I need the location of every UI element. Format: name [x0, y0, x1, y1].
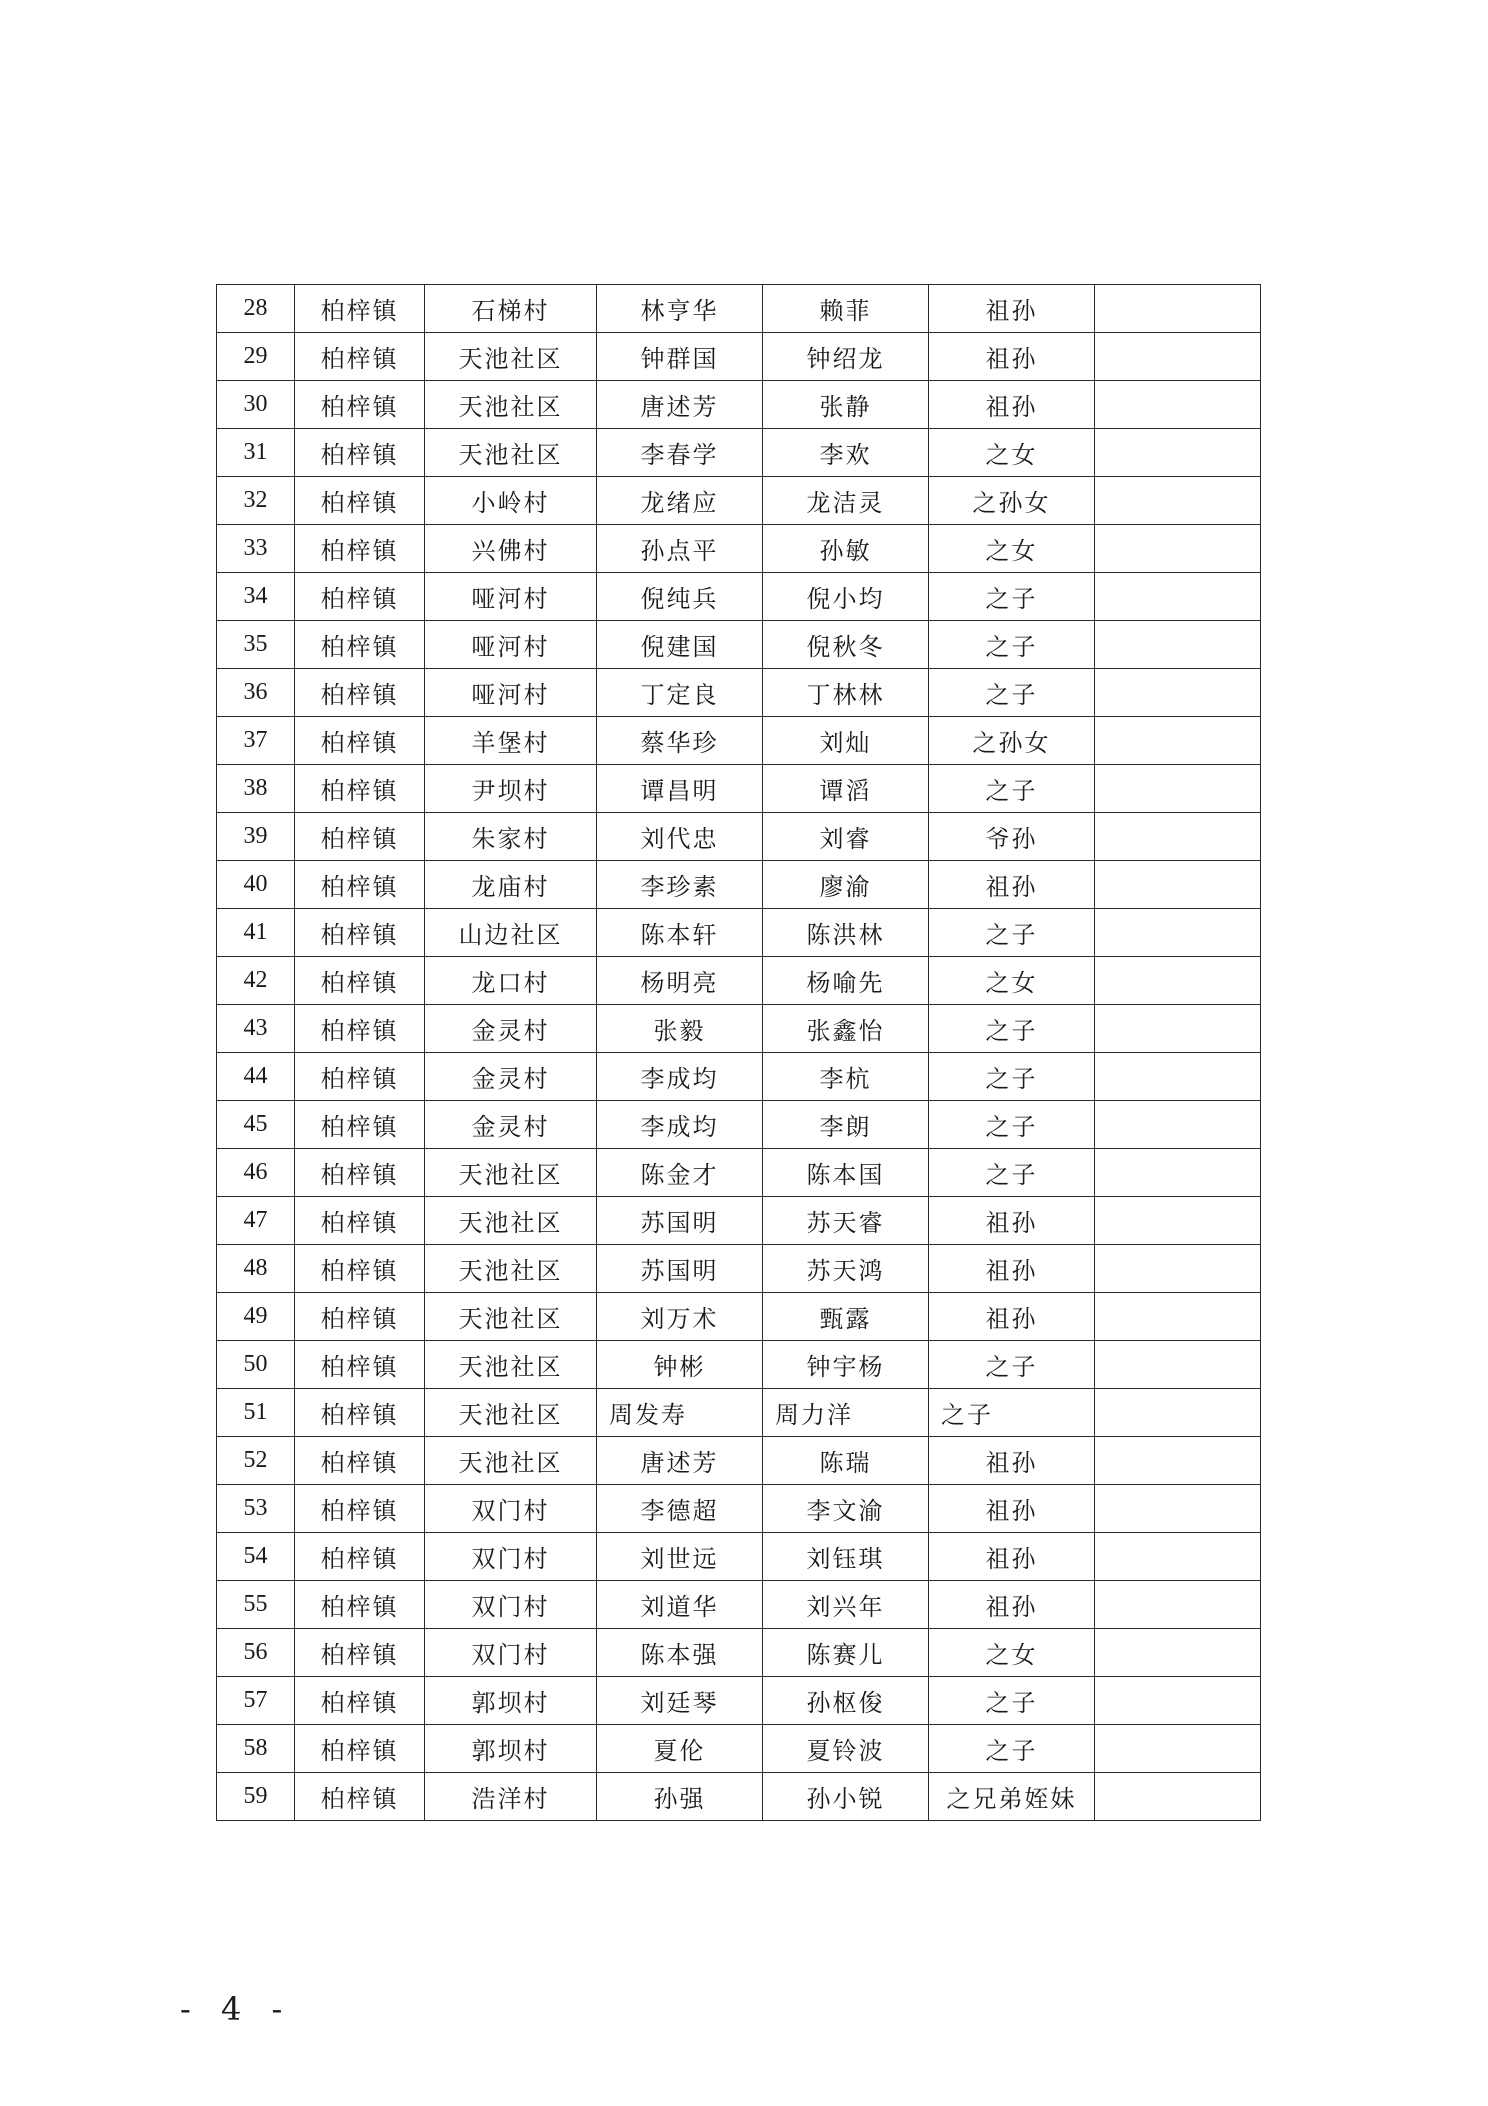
note-cell: [1095, 909, 1261, 957]
child-name-cell: 陈本国: [763, 1149, 929, 1197]
row-number-cell: 37: [217, 717, 295, 765]
village-cell: 石梯村: [425, 285, 597, 333]
note-cell: [1095, 333, 1261, 381]
table-row: [217, 1389, 1261, 1437]
table-row: [217, 1485, 1261, 1533]
village-cell: 浩洋村: [425, 1773, 597, 1821]
relation-cell: 祖孙: [929, 1197, 1095, 1245]
child-name-cell: 赖菲: [763, 285, 929, 333]
note-cell: [1095, 1629, 1261, 1677]
child-name-cell: 夏铃波: [763, 1725, 929, 1773]
note-cell: [1095, 1101, 1261, 1149]
row-number-cell: 53: [217, 1485, 295, 1533]
village-cell: 金灵村: [425, 1101, 597, 1149]
table-row: [217, 381, 1261, 429]
table-row: [217, 285, 1261, 333]
relation-cell: 之子: [929, 1053, 1095, 1101]
child-name-cell: 谭滔: [763, 765, 929, 813]
town-cell: 柏梓镇: [295, 1437, 425, 1485]
guardian-name-cell: 钟彬: [597, 1341, 763, 1389]
guardian-name-cell: 唐述芳: [597, 381, 763, 429]
relation-cell: 之子: [929, 1005, 1095, 1053]
relation-cell: 之兄弟姪妹: [929, 1773, 1095, 1821]
relation-cell: 祖孙: [929, 1293, 1095, 1341]
note-cell: [1095, 1053, 1261, 1101]
note-cell: [1095, 1533, 1261, 1581]
town-cell: 柏梓镇: [295, 1533, 425, 1581]
note-cell: [1095, 525, 1261, 573]
child-name-cell: 倪小均: [763, 573, 929, 621]
row-number-cell: 38: [217, 765, 295, 813]
town-cell: 柏梓镇: [295, 1677, 425, 1725]
guardian-name-cell: 唐述芳: [597, 1437, 763, 1485]
town-cell: 柏梓镇: [295, 1293, 425, 1341]
row-number-cell: 55: [217, 1581, 295, 1629]
child-name-cell: 孙枢俊: [763, 1677, 929, 1725]
child-name-cell: 刘灿: [763, 717, 929, 765]
relation-cell: 之子: [929, 1725, 1095, 1773]
guardian-name-cell: 苏国明: [597, 1245, 763, 1293]
row-number-cell: 56: [217, 1629, 295, 1677]
row-number-cell: 35: [217, 621, 295, 669]
village-cell: 金灵村: [425, 1005, 597, 1053]
town-cell: 柏梓镇: [295, 669, 425, 717]
village-cell: 朱家村: [425, 813, 597, 861]
table-row: [217, 1533, 1261, 1581]
table-row: [217, 957, 1261, 1005]
row-number-cell: 43: [217, 1005, 295, 1053]
table-row: [217, 1341, 1261, 1389]
guardian-name-cell: 钟群国: [597, 333, 763, 381]
table-row: [217, 333, 1261, 381]
child-name-cell: 刘钰琪: [763, 1533, 929, 1581]
village-cell: 天池社区: [425, 1341, 597, 1389]
relation-cell: 之女: [929, 525, 1095, 573]
guardian-name-cell: 陈本强: [597, 1629, 763, 1677]
table-row: [217, 525, 1261, 573]
town-cell: 柏梓镇: [295, 957, 425, 1005]
guardian-name-cell: 夏伦: [597, 1725, 763, 1773]
relation-cell: 之子: [929, 1677, 1095, 1725]
town-cell: 柏梓镇: [295, 285, 425, 333]
child-name-cell: 陈洪林: [763, 909, 929, 957]
guardian-name-cell: 刘廷琴: [597, 1677, 763, 1725]
child-name-cell: 陈赛儿: [763, 1629, 929, 1677]
relation-cell: 之女: [929, 1629, 1095, 1677]
note-cell: [1095, 285, 1261, 333]
child-name-cell: 杨喻先: [763, 957, 929, 1005]
relation-cell: 之子: [929, 573, 1095, 621]
note-cell: [1095, 1005, 1261, 1053]
guardian-name-cell: 孙点平: [597, 525, 763, 573]
row-number-cell: 54: [217, 1533, 295, 1581]
table-row: [217, 1149, 1261, 1197]
relation-cell: 祖孙: [929, 1581, 1095, 1629]
town-cell: 柏梓镇: [295, 909, 425, 957]
row-number-cell: 41: [217, 909, 295, 957]
table-row: [217, 477, 1261, 525]
child-name-cell: 李文渝: [763, 1485, 929, 1533]
relation-cell: 祖孙: [929, 285, 1095, 333]
child-name-cell: 龙洁灵: [763, 477, 929, 525]
table-row: [217, 1773, 1261, 1821]
relation-cell: 之子: [929, 621, 1095, 669]
town-cell: 柏梓镇: [295, 1053, 425, 1101]
table-row: [217, 1005, 1261, 1053]
relation-cell: 之子: [929, 1341, 1095, 1389]
row-number-cell: 42: [217, 957, 295, 1005]
child-name-cell: 倪秋冬: [763, 621, 929, 669]
row-number-cell: 47: [217, 1197, 295, 1245]
note-cell: [1095, 1341, 1261, 1389]
village-cell: 郭坝村: [425, 1677, 597, 1725]
relation-cell: 之子: [929, 669, 1095, 717]
table-row: [217, 717, 1261, 765]
relation-cell: 之子: [929, 909, 1095, 957]
row-number-cell: 45: [217, 1101, 295, 1149]
table-row: [217, 1725, 1261, 1773]
child-name-cell: 李杭: [763, 1053, 929, 1101]
village-cell: 天池社区: [425, 1149, 597, 1197]
child-name-cell: 钟宇杨: [763, 1341, 929, 1389]
table-row: [217, 573, 1261, 621]
guardian-name-cell: 周发寿: [597, 1389, 763, 1437]
row-number-cell: 39: [217, 813, 295, 861]
town-cell: 柏梓镇: [295, 1773, 425, 1821]
town-cell: 柏梓镇: [295, 381, 425, 429]
note-cell: [1095, 957, 1261, 1005]
guardian-name-cell: 李成均: [597, 1101, 763, 1149]
relation-cell: 之子: [929, 765, 1095, 813]
row-number-cell: 58: [217, 1725, 295, 1773]
table-row: [217, 1581, 1261, 1629]
town-cell: 柏梓镇: [295, 1197, 425, 1245]
village-cell: 山边社区: [425, 909, 597, 957]
relation-cell: 之孙女: [929, 477, 1095, 525]
town-cell: 柏梓镇: [295, 1725, 425, 1773]
note-cell: [1095, 1773, 1261, 1821]
note-cell: [1095, 621, 1261, 669]
guardian-name-cell: 刘世远: [597, 1533, 763, 1581]
guardian-name-cell: 陈金才: [597, 1149, 763, 1197]
note-cell: [1095, 1389, 1261, 1437]
relation-cell: 之孙女: [929, 717, 1095, 765]
relation-cell: 之子: [929, 1149, 1095, 1197]
row-number-cell: 28: [217, 285, 295, 333]
village-cell: 双门村: [425, 1581, 597, 1629]
village-cell: 天池社区: [425, 429, 597, 477]
row-number-cell: 51: [217, 1389, 295, 1437]
note-cell: [1095, 1677, 1261, 1725]
table-row: [217, 1245, 1261, 1293]
table-row: [217, 1101, 1261, 1149]
note-cell: [1095, 1485, 1261, 1533]
town-cell: 柏梓镇: [295, 1629, 425, 1677]
child-name-cell: 张静: [763, 381, 929, 429]
town-cell: 柏梓镇: [295, 861, 425, 909]
town-cell: 柏梓镇: [295, 765, 425, 813]
child-name-cell: 刘兴年: [763, 1581, 929, 1629]
town-cell: 柏梓镇: [295, 525, 425, 573]
relation-cell: 祖孙: [929, 1245, 1095, 1293]
village-cell: 龙口村: [425, 957, 597, 1005]
village-cell: 龙庙村: [425, 861, 597, 909]
village-cell: 兴佛村: [425, 525, 597, 573]
table-row: [217, 1053, 1261, 1101]
village-cell: 天池社区: [425, 1389, 597, 1437]
guardian-name-cell: 李成均: [597, 1053, 763, 1101]
child-name-cell: 甄露: [763, 1293, 929, 1341]
child-name-cell: 钟绍龙: [763, 333, 929, 381]
village-cell: 哑河村: [425, 669, 597, 717]
beneficiary-table: [216, 284, 1261, 1821]
note-cell: [1095, 1149, 1261, 1197]
child-name-cell: 李欢: [763, 429, 929, 477]
child-name-cell: 李朗: [763, 1101, 929, 1149]
child-name-cell: 周力洋: [763, 1389, 929, 1437]
row-number-cell: 33: [217, 525, 295, 573]
town-cell: 柏梓镇: [295, 1389, 425, 1437]
town-cell: 柏梓镇: [295, 1005, 425, 1053]
relation-cell: 爷孙: [929, 813, 1095, 861]
guardian-name-cell: 丁定良: [597, 669, 763, 717]
child-name-cell: 张鑫怡: [763, 1005, 929, 1053]
relation-cell: 祖孙: [929, 333, 1095, 381]
village-cell: 天池社区: [425, 381, 597, 429]
table-row: [217, 621, 1261, 669]
village-cell: 羊堡村: [425, 717, 597, 765]
note-cell: [1095, 1725, 1261, 1773]
table-row: [217, 429, 1261, 477]
child-name-cell: 丁林林: [763, 669, 929, 717]
note-cell: [1095, 813, 1261, 861]
table-row: [217, 861, 1261, 909]
village-cell: 双门村: [425, 1485, 597, 1533]
town-cell: 柏梓镇: [295, 573, 425, 621]
table-row: [217, 909, 1261, 957]
town-cell: 柏梓镇: [295, 1149, 425, 1197]
village-cell: 双门村: [425, 1629, 597, 1677]
note-cell: [1095, 573, 1261, 621]
guardian-name-cell: 蔡华珍: [597, 717, 763, 765]
relation-cell: 之子: [929, 1389, 1095, 1437]
town-cell: 柏梓镇: [295, 1485, 425, 1533]
guardian-name-cell: 孙强: [597, 1773, 763, 1821]
guardian-name-cell: 陈本轩: [597, 909, 763, 957]
note-cell: [1095, 1437, 1261, 1485]
row-number-cell: 46: [217, 1149, 295, 1197]
note-cell: [1095, 717, 1261, 765]
note-cell: [1095, 861, 1261, 909]
guardian-name-cell: 李春学: [597, 429, 763, 477]
guardian-name-cell: 林亨华: [597, 285, 763, 333]
note-cell: [1095, 1293, 1261, 1341]
guardian-name-cell: 李珍素: [597, 861, 763, 909]
child-name-cell: 苏天鸿: [763, 1245, 929, 1293]
child-name-cell: 廖渝: [763, 861, 929, 909]
town-cell: 柏梓镇: [295, 813, 425, 861]
row-number-cell: 29: [217, 333, 295, 381]
guardian-name-cell: 谭昌明: [597, 765, 763, 813]
note-cell: [1095, 765, 1261, 813]
note-cell: [1095, 669, 1261, 717]
guardian-name-cell: 倪纯兵: [597, 573, 763, 621]
guardian-name-cell: 倪建国: [597, 621, 763, 669]
village-cell: 天池社区: [425, 1245, 597, 1293]
table-row: [217, 1629, 1261, 1677]
guardian-name-cell: 张毅: [597, 1005, 763, 1053]
village-cell: 天池社区: [425, 1437, 597, 1485]
relation-cell: 之子: [929, 1101, 1095, 1149]
table-row: [217, 1677, 1261, 1725]
village-cell: 小岭村: [425, 477, 597, 525]
guardian-name-cell: 刘道华: [597, 1581, 763, 1629]
row-number-cell: 40: [217, 861, 295, 909]
relation-cell: 祖孙: [929, 1485, 1095, 1533]
town-cell: 柏梓镇: [295, 1101, 425, 1149]
town-cell: 柏梓镇: [295, 1245, 425, 1293]
guardian-name-cell: 龙绪应: [597, 477, 763, 525]
town-cell: 柏梓镇: [295, 333, 425, 381]
child-name-cell: 孙小锐: [763, 1773, 929, 1821]
child-name-cell: 刘睿: [763, 813, 929, 861]
guardian-name-cell: 刘代忠: [597, 813, 763, 861]
table-row: [217, 1197, 1261, 1245]
note-cell: [1095, 429, 1261, 477]
child-name-cell: 孙敏: [763, 525, 929, 573]
row-number-cell: 30: [217, 381, 295, 429]
guardian-name-cell: 李德超: [597, 1485, 763, 1533]
row-number-cell: 44: [217, 1053, 295, 1101]
row-number-cell: 59: [217, 1773, 295, 1821]
note-cell: [1095, 1581, 1261, 1629]
town-cell: 柏梓镇: [295, 477, 425, 525]
town-cell: 柏梓镇: [295, 1341, 425, 1389]
guardian-name-cell: 刘万术: [597, 1293, 763, 1341]
child-name-cell: 陈瑞: [763, 1437, 929, 1485]
village-cell: 尹坝村: [425, 765, 597, 813]
village-cell: 哑河村: [425, 621, 597, 669]
table-row: [217, 669, 1261, 717]
town-cell: 柏梓镇: [295, 1581, 425, 1629]
table-row: [217, 1437, 1261, 1485]
row-number-cell: 52: [217, 1437, 295, 1485]
guardian-name-cell: 苏国明: [597, 1197, 763, 1245]
village-cell: 天池社区: [425, 333, 597, 381]
row-number-cell: 36: [217, 669, 295, 717]
town-cell: 柏梓镇: [295, 717, 425, 765]
table-row: [217, 813, 1261, 861]
relation-cell: 祖孙: [929, 381, 1095, 429]
note-cell: [1095, 381, 1261, 429]
note-cell: [1095, 477, 1261, 525]
relation-cell: 之女: [929, 429, 1095, 477]
village-cell: 双门村: [425, 1533, 597, 1581]
row-number-cell: 34: [217, 573, 295, 621]
note-cell: [1095, 1245, 1261, 1293]
row-number-cell: 50: [217, 1341, 295, 1389]
village-cell: 天池社区: [425, 1293, 597, 1341]
row-number-cell: 57: [217, 1677, 295, 1725]
relation-cell: 祖孙: [929, 1533, 1095, 1581]
relation-cell: 之女: [929, 957, 1095, 1005]
town-cell: 柏梓镇: [295, 621, 425, 669]
row-number-cell: 48: [217, 1245, 295, 1293]
row-number-cell: 49: [217, 1293, 295, 1341]
village-cell: 郭坝村: [425, 1725, 597, 1773]
table-row: [217, 765, 1261, 813]
note-cell: [1095, 1197, 1261, 1245]
guardian-name-cell: 杨明亮: [597, 957, 763, 1005]
row-number-cell: 32: [217, 477, 295, 525]
village-cell: 金灵村: [425, 1053, 597, 1101]
table-row: [217, 1293, 1261, 1341]
child-name-cell: 苏天睿: [763, 1197, 929, 1245]
table-body: [217, 285, 1261, 1821]
relation-cell: 祖孙: [929, 861, 1095, 909]
village-cell: 天池社区: [425, 1197, 597, 1245]
row-number-cell: 31: [217, 429, 295, 477]
page-number: - 4 -: [180, 1990, 293, 2028]
village-cell: 哑河村: [425, 573, 597, 621]
town-cell: 柏梓镇: [295, 429, 425, 477]
relation-cell: 祖孙: [929, 1437, 1095, 1485]
